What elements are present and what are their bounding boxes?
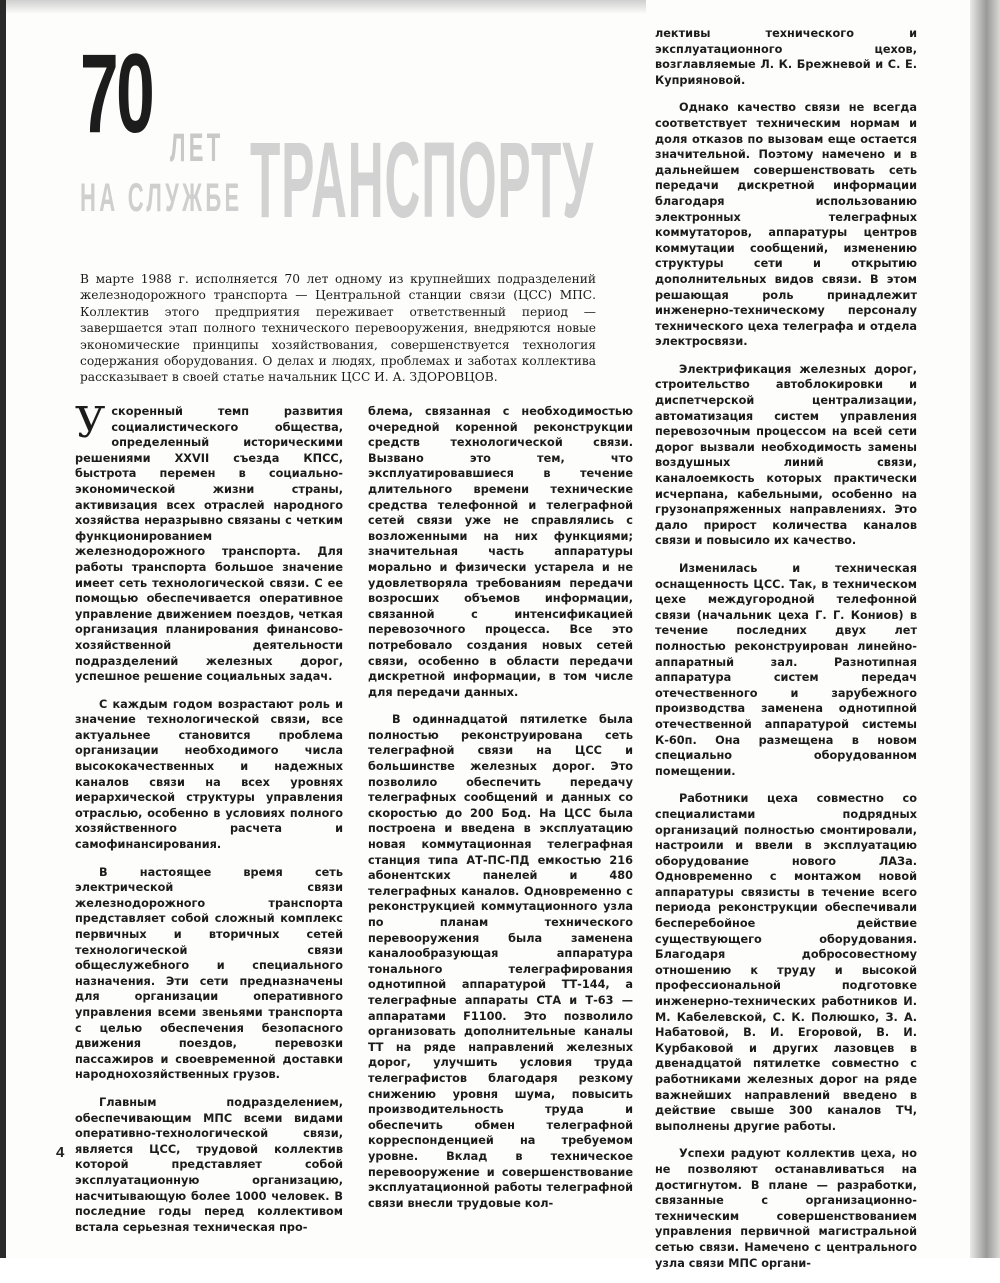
scan-right-edge xyxy=(970,0,1000,1258)
headline-number: 70 xyxy=(80,31,153,156)
headline-transport: ТРАНСПОРТУ xyxy=(250,119,595,240)
paragraph: В одиннадцатой пятилетке была полностью реконструирована сеть телеграфной связи на ЦСС и большинстве железных дорог. Это позволило обеспечить передачу телеграфных сообщений и данных со скоростью до 200 Бод. На ЦСС была построена и введена в эксплуатацию новая коммутационная телеграфная станция типа АТ-ПС-ПД емкостью 216 абонентских панелей и 480 телеграфных каналов. Одновременно с реконструкцией коммутационного узла по планам технического перевооружения была заменена каналообразующая аппаратура тонального телеграфирования однотипной аппаратурой ТТ-144, а телеграфные аппараты СТА и Т-63 — аппаратами F1100. Это позволило организовать дополнительные каналы ТТ на ряде направлений железных дорог, улучшить условия труда телеграфистов благодаря резкому снижению уровня шума, повысить производительность труда и обеспечить обмен телеграфной корреспонденцией на требуемом уровне. Вклад в техническое перевооружение и совершенствование эксплуатационной работы телеграфной связи внесли трудовые кол- xyxy=(368,713,633,1210)
headline-na-sluzhbe: НА СЛУЖБЕ xyxy=(80,176,243,220)
scan-left-edge xyxy=(0,0,6,1258)
paragraph: Главным подразделением, обеспечивающим МПС всеми видами оперативно-технологической связи, является ЦСС, трудовой коллектив которой представляет собой эксплуатационную организацию, насчитывающую более 1000 человек. В последние годы перед коллективом встала серьезная техническая про- xyxy=(75,1095,343,1234)
scan-top-smudge xyxy=(6,0,646,14)
paragraph: В настоящее время сеть электрической связи железнодорожного транспорта представляет собой сложный комплекс первичных и вторичных сетей технологической связи общеслужебного и специального назначения. Эти сети предназначены для организации оперативного управления всеми звеньями транспорта с целью обеспечения безопасного движения поездов, перевозки пассажиров и своевременной доставки народнохозяйственных грузов. xyxy=(75,865,343,1082)
paragraph: лективы технического и эксплуатационного цехов, возглавляемые Л. К. Брежневой и С. Е. Куприяновой. xyxy=(655,27,917,87)
text-column-middle xyxy=(368,404,633,1223)
article-lead xyxy=(80,271,596,386)
article-headline xyxy=(60,30,600,250)
paragraph: Успехи радуют коллектив цеха, но не позволяют останавливаться на достигнутом. В плане — разработки, связанные с организационно-техническим совершенствованием управления первичной магистральной сетью связи. Намечено с центрального узла связи МПС органи- xyxy=(655,1147,917,1270)
paragraph: Изменилась и техническая оснащенность ЦСС. Так, в техническом цехе междугородной телефонной связи (начальник цеха Г. Г. Кониов) в течение последних двух лет полностью реконструирован линейно-аппаратный зал. Разнотипная аппаратура систем передач отечественного и зарубежного производства заменена однотипной отечественной аппаратурой системы К-60п. Она размещена в новом специально оборудованном помещении. xyxy=(655,562,917,778)
paragraph xyxy=(75,398,343,685)
drop-cap: У xyxy=(75,398,106,447)
paragraph: блема, связанная с необходимостью очередной коренной реконструкции средств технологической связи. Вызвано это тем, что эксплуатировавшиеся в течение длительного времени технические средства телефонной и телеграфной сетей связи уже не справлялись с возложенными на них функциями; значительная часть аппаратуры морально и физически устарела и не удовлетворяла требованиям передачи возросших объемов информации, связанной с интенсификацией перевозочного процесса. Все это потребовало создания новых сетей связи, особенно в области передачи дискретной информации, в том числе для передачи данных. xyxy=(368,405,633,699)
headline-let: ЛЕТ xyxy=(170,126,224,170)
paragraph-text: скоренный темп развития социалистического общества, определенный историческими решениями XXVII съезда КПСС, быстрота перемен в социально-экономической жизни страны, активизация всех отраслей народного хозяйства неразрывно связаны с четким функционированием железнодорожного транспорта. Для работы транспорта большое значение имеет сеть технологической связи. С ее помощью обеспечивается оперативное управление движением поездов, четкая организация планирования финансово-хозяйственной деятельности подразделений железных дорог, успешное решение социальных задач. xyxy=(75,405,343,684)
lead-paragraph: В марте 1988 г. исполняется 70 лет одному из крупнейших подразделений железнодорожного транспорта — Центральной станции связи (ЦСС) МПС. Коллектив этого предприятия переживает ответственный период — завершается этап полного технического перевооружения, внедряются новые экономические принципы хозяйствования, совершенствуется технология содержания оборудования. О делах и людях, проблемах и заботах коллектива рассказывает в своей статье начальник ЦСС И. А. ЗДОРОВЦОВ. xyxy=(80,272,596,385)
paragraph: С каждым годом возрастают роль и значение технологической связи, все актуальнее становится проблема организации необходимого числа высококачественных и надежных каналов связи на всех уровнях иерархической структуры управления отраслью, особенно в условиях полного хозяйственного расчета и самофинансирования. xyxy=(75,697,343,852)
text-column-left xyxy=(75,398,343,1247)
paragraph: Работники цеха совместно со специалистами подрядных организаций полностью смонтировали, настроили и ввели в эксплуатацию оборудование нового ЛАЗа. Одновременно с монтажом новой аппаратуры связисты в течение всего периода реконструкции обеспечивали бесперебойное действие существующего оборудования. Благодаря добросовестному отношению к труду и высокой профессиональной подготовке инженерно-технических работников И. М. Кабелевской, С. К. Полюшко, З. А. Набатовой, В. И. Егоровой, В. И. Курбаковой и других лазовцев в двенадцатой пятилетке совместно с работниками железных дорог на ряде важнейших направлений введено в действие свыше 300 каналов ТЧ, выполнены другие работы. xyxy=(655,792,917,1133)
paragraph: Электрификация железных дорог, строительство автоблокировки и диспетчерской централизации, автоматизация систем управления перевозочным процессом на всей сети дорог вызвали необходимость замены воздушных линий связи, каналоемкость которых практически исчерпана, кабельными, особенно на грузонапряженных направлениях. Это дало прирост количества каналов связи и повысило их качество. xyxy=(655,362,917,548)
text-column-right xyxy=(655,26,917,1283)
page-number: 4 xyxy=(56,1144,65,1161)
paragraph: Однако качество связи не всегда соответствует техническим нормам и доля отказов по вызовам еще остается значительной. Поэтому намечено и в дальнейшем совершенствовать сеть передачи дискретной информации благодаря использованию электронных телеграфных коммутаторов, аппаратуры центров коммутации сообщений, изменению структуры сети и открытию дополнительных видов связи. В этом решающая роль принадлежит инженерно-техническому персоналу технического цеха телеграфа и отдела электросвязи. xyxy=(655,101,917,349)
